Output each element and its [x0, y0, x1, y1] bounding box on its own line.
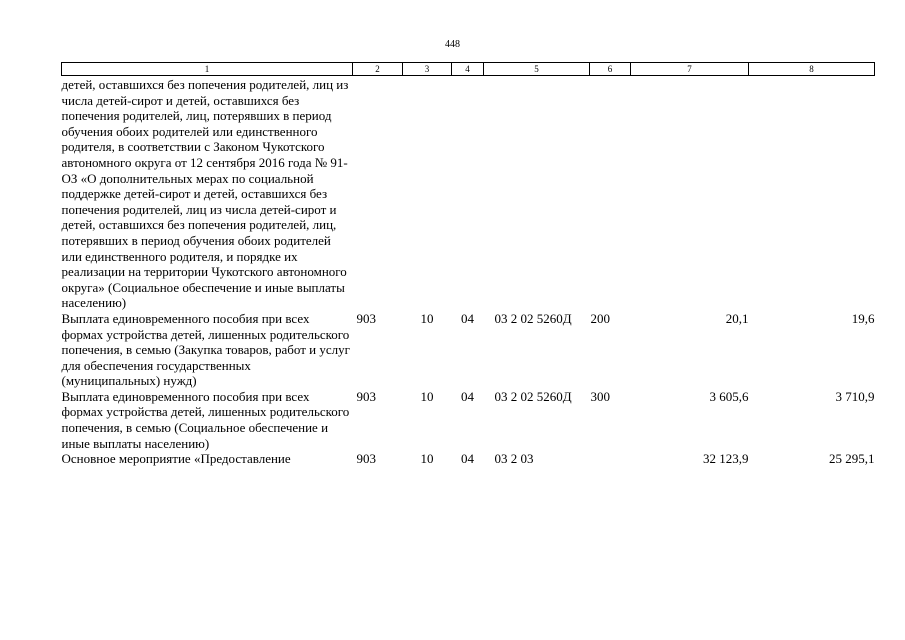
table-row	[62, 389, 875, 451]
header-col-4: 4	[452, 63, 484, 76]
row-amount-1: 32 123,9	[703, 451, 749, 467]
budget-table	[61, 62, 875, 467]
row-name: Выплата единовременного пособия при всех формах устройства детей, лишенных родительского попечения, в семью (Социальное обеспечение и иные выплаты населению)	[61, 388, 350, 451]
row-subsection: 04	[461, 451, 474, 467]
row-subsection: 04	[461, 310, 474, 326]
row-target-article: 03 2 03	[494, 451, 534, 467]
table-row	[62, 311, 875, 389]
row-target-article: 03 2 02 5260Д	[494, 310, 572, 326]
header-col-2: 2	[353, 63, 403, 76]
row-section	[403, 76, 452, 311]
row-subsection	[452, 76, 484, 311]
header-row	[62, 63, 875, 76]
row-amount-2	[749, 76, 875, 311]
header-col-7: 7	[631, 63, 749, 76]
row-amount-1	[631, 76, 749, 311]
row-grbs	[353, 76, 403, 311]
row-expense-type: 200	[590, 310, 610, 326]
row-expense-type: 300	[590, 388, 610, 404]
page-number: 448	[445, 39, 460, 50]
header-col-8: 8	[749, 63, 875, 76]
header-col-6: 6	[590, 63, 631, 76]
row-expense-type	[590, 451, 631, 467]
row-name: Выплата единовременного пособия при всех формах устройства детей, лишенных родительского попечения, в семью (Закупка товаров, работ и услуг для обеспечения государственных (муниципальных) нужд)	[61, 310, 350, 389]
table-row	[62, 76, 875, 311]
row-amount-2: 25 295,1	[829, 451, 875, 467]
row-section: 10	[420, 451, 434, 467]
header-col-1: 1	[62, 63, 353, 76]
row-subsection: 04	[461, 388, 474, 404]
row-section: 10	[420, 310, 434, 326]
row-amount-1: 3 605,6	[709, 388, 749, 404]
row-amount-1: 20,1	[725, 310, 749, 326]
row-target-article: 03 2 02 5260Д	[494, 388, 572, 404]
row-section: 10	[420, 388, 434, 404]
table-row	[62, 451, 875, 467]
row-expense-type	[590, 76, 631, 311]
row-target-article	[484, 76, 590, 311]
row-amount-2: 19,6	[851, 310, 875, 326]
row-grbs: 903	[356, 310, 376, 326]
header-col-5: 5	[484, 63, 590, 76]
row-amount-2: 3 710,9	[835, 388, 875, 404]
header-col-3: 3	[403, 63, 452, 76]
row-name: Основное мероприятие «Предоставление	[61, 451, 291, 467]
row-grbs: 903	[356, 388, 376, 404]
row-grbs: 903	[356, 451, 376, 467]
row-name: детей, оставшихся без попечения родителей, лиц из числа детей-сирот и детей, оставшихся без попечения родителей, лиц, потерявших в период обучения обоих родителей или единственного родителя, в соответствии с Законом Чукотского автономного округа от 12 сентября 2016 года № 91-ОЗ «О дополнительных мерах по социальной поддержке детей-сирот и детей, оставшихся без попечения родителей, лиц из числа детей-сирот и детей, оставшихся без попечения родителей, лиц, потерявших в период обучения обоих родителей или единственного родителя, и порядке их реализации на территории Чукотского автономного округа» (Социальное обеспечение и иные выплаты населению)	[61, 77, 349, 311]
